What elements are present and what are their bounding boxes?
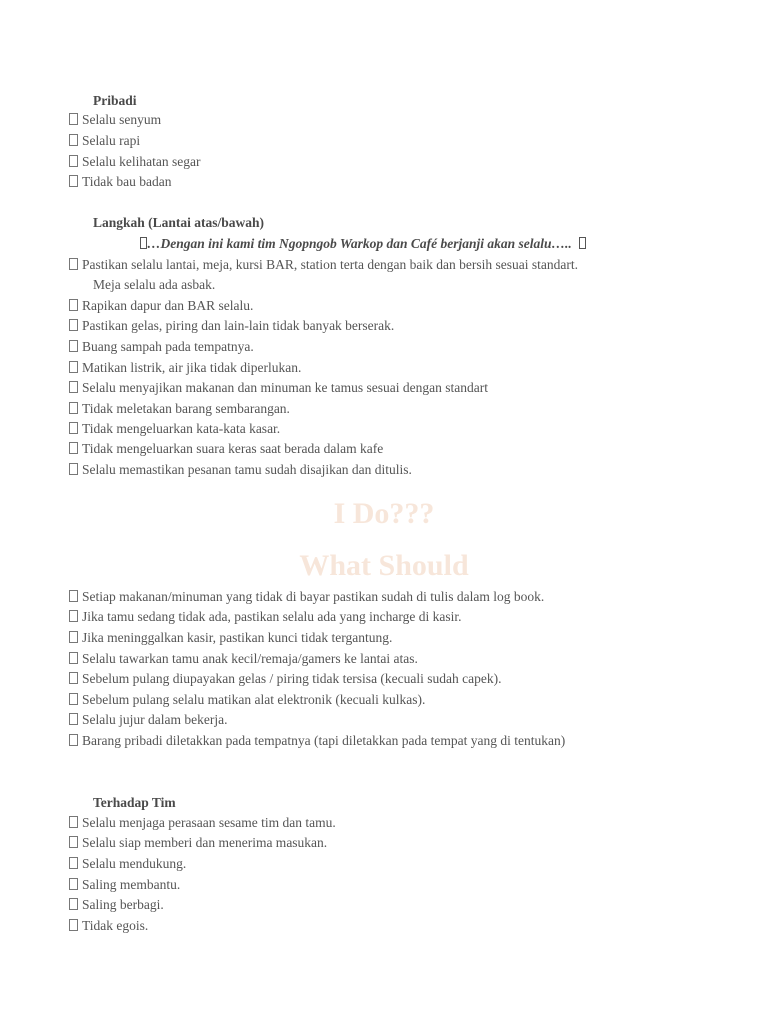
list-item: Saling membantu. xyxy=(69,876,180,894)
bullet-box-icon xyxy=(69,898,78,910)
list-item: Tidak mengeluarkan kata-kata kasar. xyxy=(69,420,280,438)
bullet-box-icon xyxy=(69,652,78,664)
bullet-box-icon xyxy=(69,857,78,869)
list-item: Selalu tawarkan tamu anak kecil/remaja/gamers ke lantai atas. xyxy=(69,650,418,668)
list-item: Selalu siap memberi dan menerima masukan. xyxy=(69,834,327,852)
list-item: Jika tamu sedang tidak ada, pastikan selalu ada yang incharge di kasir. xyxy=(69,608,462,626)
bullet-box-icon xyxy=(69,113,78,125)
list-item: Tidak mengeluarkan suara keras saat berada dalam kafe xyxy=(69,440,383,458)
list-item: Buang sampah pada tempatnya. xyxy=(69,338,254,356)
bullet-box-icon xyxy=(69,422,78,434)
list-item: Selalu kelihatan segar xyxy=(69,153,200,171)
bullet-box-icon xyxy=(69,175,78,187)
list-item: Selalu menyajikan makanan dan minuman ke tamus sesuai dengan standart xyxy=(69,379,488,397)
list-item: Saling berbagi. xyxy=(69,896,164,914)
list-item: Tidak meletakan barang sembarangan. xyxy=(69,400,290,418)
list-item: Selalu senyum xyxy=(69,111,161,129)
bullet-box-icon xyxy=(69,836,78,848)
list-item: Sebelum pulang diupayakan gelas / piring tidak tersisa (kecuali sudah capek). xyxy=(69,670,502,688)
pledge-line: …Dengan ini kami tim Ngopngob Warkop dan Café berjanji akan selalu….. xyxy=(140,235,586,253)
bullet-box-icon xyxy=(69,816,78,828)
bullet-box-icon xyxy=(69,340,78,352)
list-item: Tidak egois. xyxy=(69,917,148,935)
bullet-box-icon xyxy=(69,134,78,146)
bullet-box-icon xyxy=(69,713,78,725)
list-item: Sebelum pulang selalu matikan alat elektronik (kecuali kulkas). xyxy=(69,691,425,709)
section-heading-tim: Terhadap Tim xyxy=(93,795,176,810)
watermark-line-1: I Do??? xyxy=(333,497,435,530)
bullet-box-icon xyxy=(69,299,78,311)
list-item: Selalu rapi xyxy=(69,132,140,150)
bullet-box-icon xyxy=(69,734,78,746)
bullet-box-icon xyxy=(69,381,78,393)
bullet-box-icon xyxy=(69,610,78,622)
watermark-line-2: What Should xyxy=(299,549,469,582)
bullet-box-icon xyxy=(69,442,78,454)
bullet-box-icon xyxy=(140,237,147,249)
list-item: Selalu memastikan pesanan tamu sudah disajikan dan ditulis. xyxy=(69,461,412,479)
list-item: Jika meninggalkan kasir, pastikan kunci tidak tergantung. xyxy=(69,629,392,647)
bullet-box-icon xyxy=(69,402,78,414)
list-item: Selalu jujur dalam bekerja. xyxy=(69,711,227,729)
bullet-box-icon xyxy=(69,693,78,705)
bullet-box-icon xyxy=(69,361,78,373)
list-item: Rapikan dapur dan BAR selalu. xyxy=(69,297,253,315)
list-item-continuation: Meja selalu ada asbak. xyxy=(93,277,216,292)
bullet-box-icon xyxy=(69,631,78,643)
list-item: Setiap makanan/minuman yang tidak di bayar pastikan sudah di tulis dalam log book. xyxy=(69,588,544,606)
bullet-box-icon xyxy=(69,463,78,475)
list-item: Selalu mendukung. xyxy=(69,855,186,873)
list-item: Pastikan selalu lantai, meja, kursi BAR, station terta dengan baik dan bersih sesuai standart. xyxy=(69,256,578,274)
bullet-box-icon xyxy=(69,258,78,270)
list-item: Pastikan gelas, piring dan lain-lain tidak banyak berserak. xyxy=(69,317,394,335)
list-item: Tidak bau badan xyxy=(69,173,172,191)
list-item: Matikan listrik, air jika tidak diperlukan. xyxy=(69,359,301,377)
list-item: Selalu menjaga perasaan sesame tim dan tamu. xyxy=(69,814,336,832)
bullet-box-icon xyxy=(69,672,78,684)
list-item: Barang pribadi diletakkan pada tempatnya (tapi diletakkan pada tempat yang di tentukan) xyxy=(69,732,565,750)
section-heading-pribadi: Pribadi xyxy=(93,93,137,108)
bullet-box-icon xyxy=(69,155,78,167)
bullet-box-icon xyxy=(69,590,78,602)
bullet-box-icon xyxy=(69,919,78,931)
bullet-box-icon xyxy=(69,878,78,890)
bullet-box-icon xyxy=(579,237,586,249)
bullet-box-icon xyxy=(69,319,78,331)
section-heading-langkah: Langkah (Lantai atas/bawah) xyxy=(93,215,265,230)
